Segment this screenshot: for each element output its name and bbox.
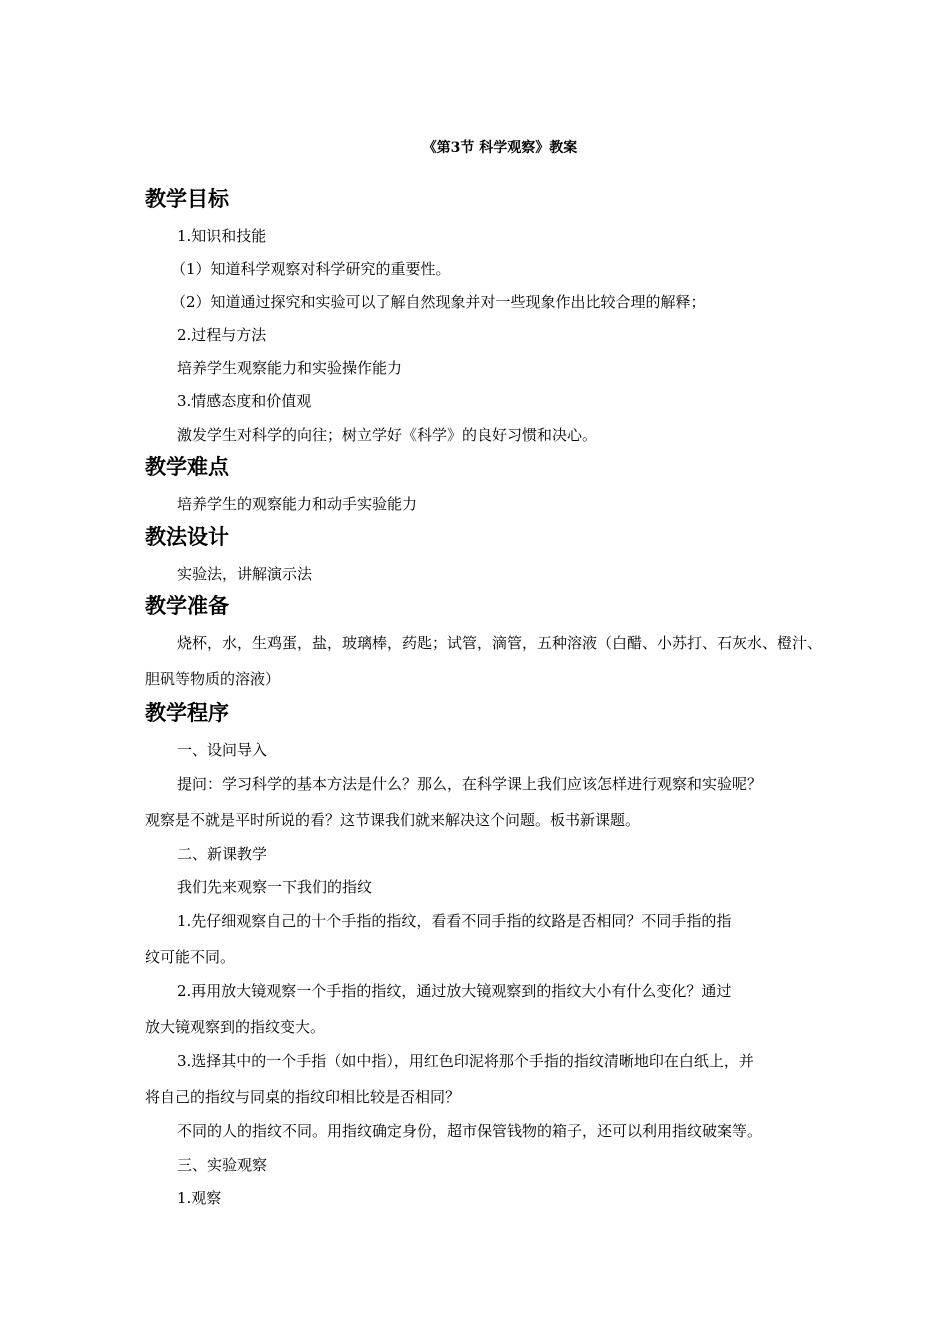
difficulties-line: 培养学生的观察能力和动手实验能力: [177, 495, 418, 513]
objectives-line: （1）知道科学观察对科学研究的重要性。: [171, 260, 451, 278]
section-heading-methods: 教法设计: [145, 525, 229, 549]
procedure-line: 三、实验观察: [177, 1156, 268, 1174]
section-heading-preparation: 教学准备: [145, 594, 229, 618]
preparation-line: 烧杯，水，生鸡蛋，盐，玻璃棒，药匙；试管，滴管，五种溶液（白醋、小苏打、石灰水、橙汁、: [177, 634, 823, 652]
procedure-line: 我们先来观察一下我们的指纹: [177, 878, 373, 896]
procedure-line: 提问：学习科学的基本方法是什么？那么，在科学课上我们应该怎样进行观察和实验呢？: [177, 775, 763, 793]
section-heading-difficulties: 教学难点: [145, 455, 229, 479]
procedure-line: 将自己的指纹与同桌的指纹印相比较是否相同？: [145, 1088, 461, 1106]
procedure-line: 纹可能不同。: [145, 948, 236, 966]
objectives-line: 3.情感态度和价值观: [177, 392, 312, 410]
preparation-line: 胆矾等物质的溶液）: [145, 670, 281, 688]
procedure-line: 二、新课教学: [177, 845, 268, 863]
procedure-line: 1.先仔细观察自己的十个手指的指纹，看看不同手指的纹路是否相同？不同手指的指: [177, 912, 732, 930]
section-heading-procedure: 教学程序: [145, 701, 229, 725]
section-heading-objectives: 教学目标: [145, 187, 229, 211]
procedure-line: 不同的人的指纹不同。用指纹确定身份，超市保管钱物的箱子，还可以利用指纹破案等。: [177, 1122, 763, 1140]
procedure-line: 一、设问导入: [177, 741, 268, 759]
objectives-line: 激发学生对科学的向往；树立学好《科学》的良好习惯和决心。: [177, 426, 598, 444]
procedure-line: 观察是不就是平时所说的看？这节课我们就来解决这个问题。板书新课题。: [145, 811, 641, 829]
procedure-line: 放大镜观察到的指纹变大。: [145, 1018, 326, 1036]
objectives-line: （2）知道通过探究和实验可以了解自然现象并对一些现象作出比较合理的解释；: [171, 293, 706, 311]
methods-line: 实验法，讲解演示法: [177, 565, 313, 583]
procedure-line: 1.观察: [177, 1189, 222, 1207]
objectives-line: 2.过程与方法: [177, 326, 267, 344]
procedure-line: 2.再用放大镜观察一个手指的指纹，通过放大镜观察到的指纹大小有什么变化？通过: [177, 982, 732, 1000]
objectives-line: 培养学生观察能力和实验操作能力: [177, 359, 403, 377]
document-title: 《第3节 科学观察》教案: [422, 140, 578, 156]
objectives-line: 1.知识和技能: [177, 227, 267, 245]
procedure-line: 3.选择其中的一个手指（如中指），用红色印泥将那个手指的指纹清晰地印在白纸上，并: [177, 1052, 754, 1070]
